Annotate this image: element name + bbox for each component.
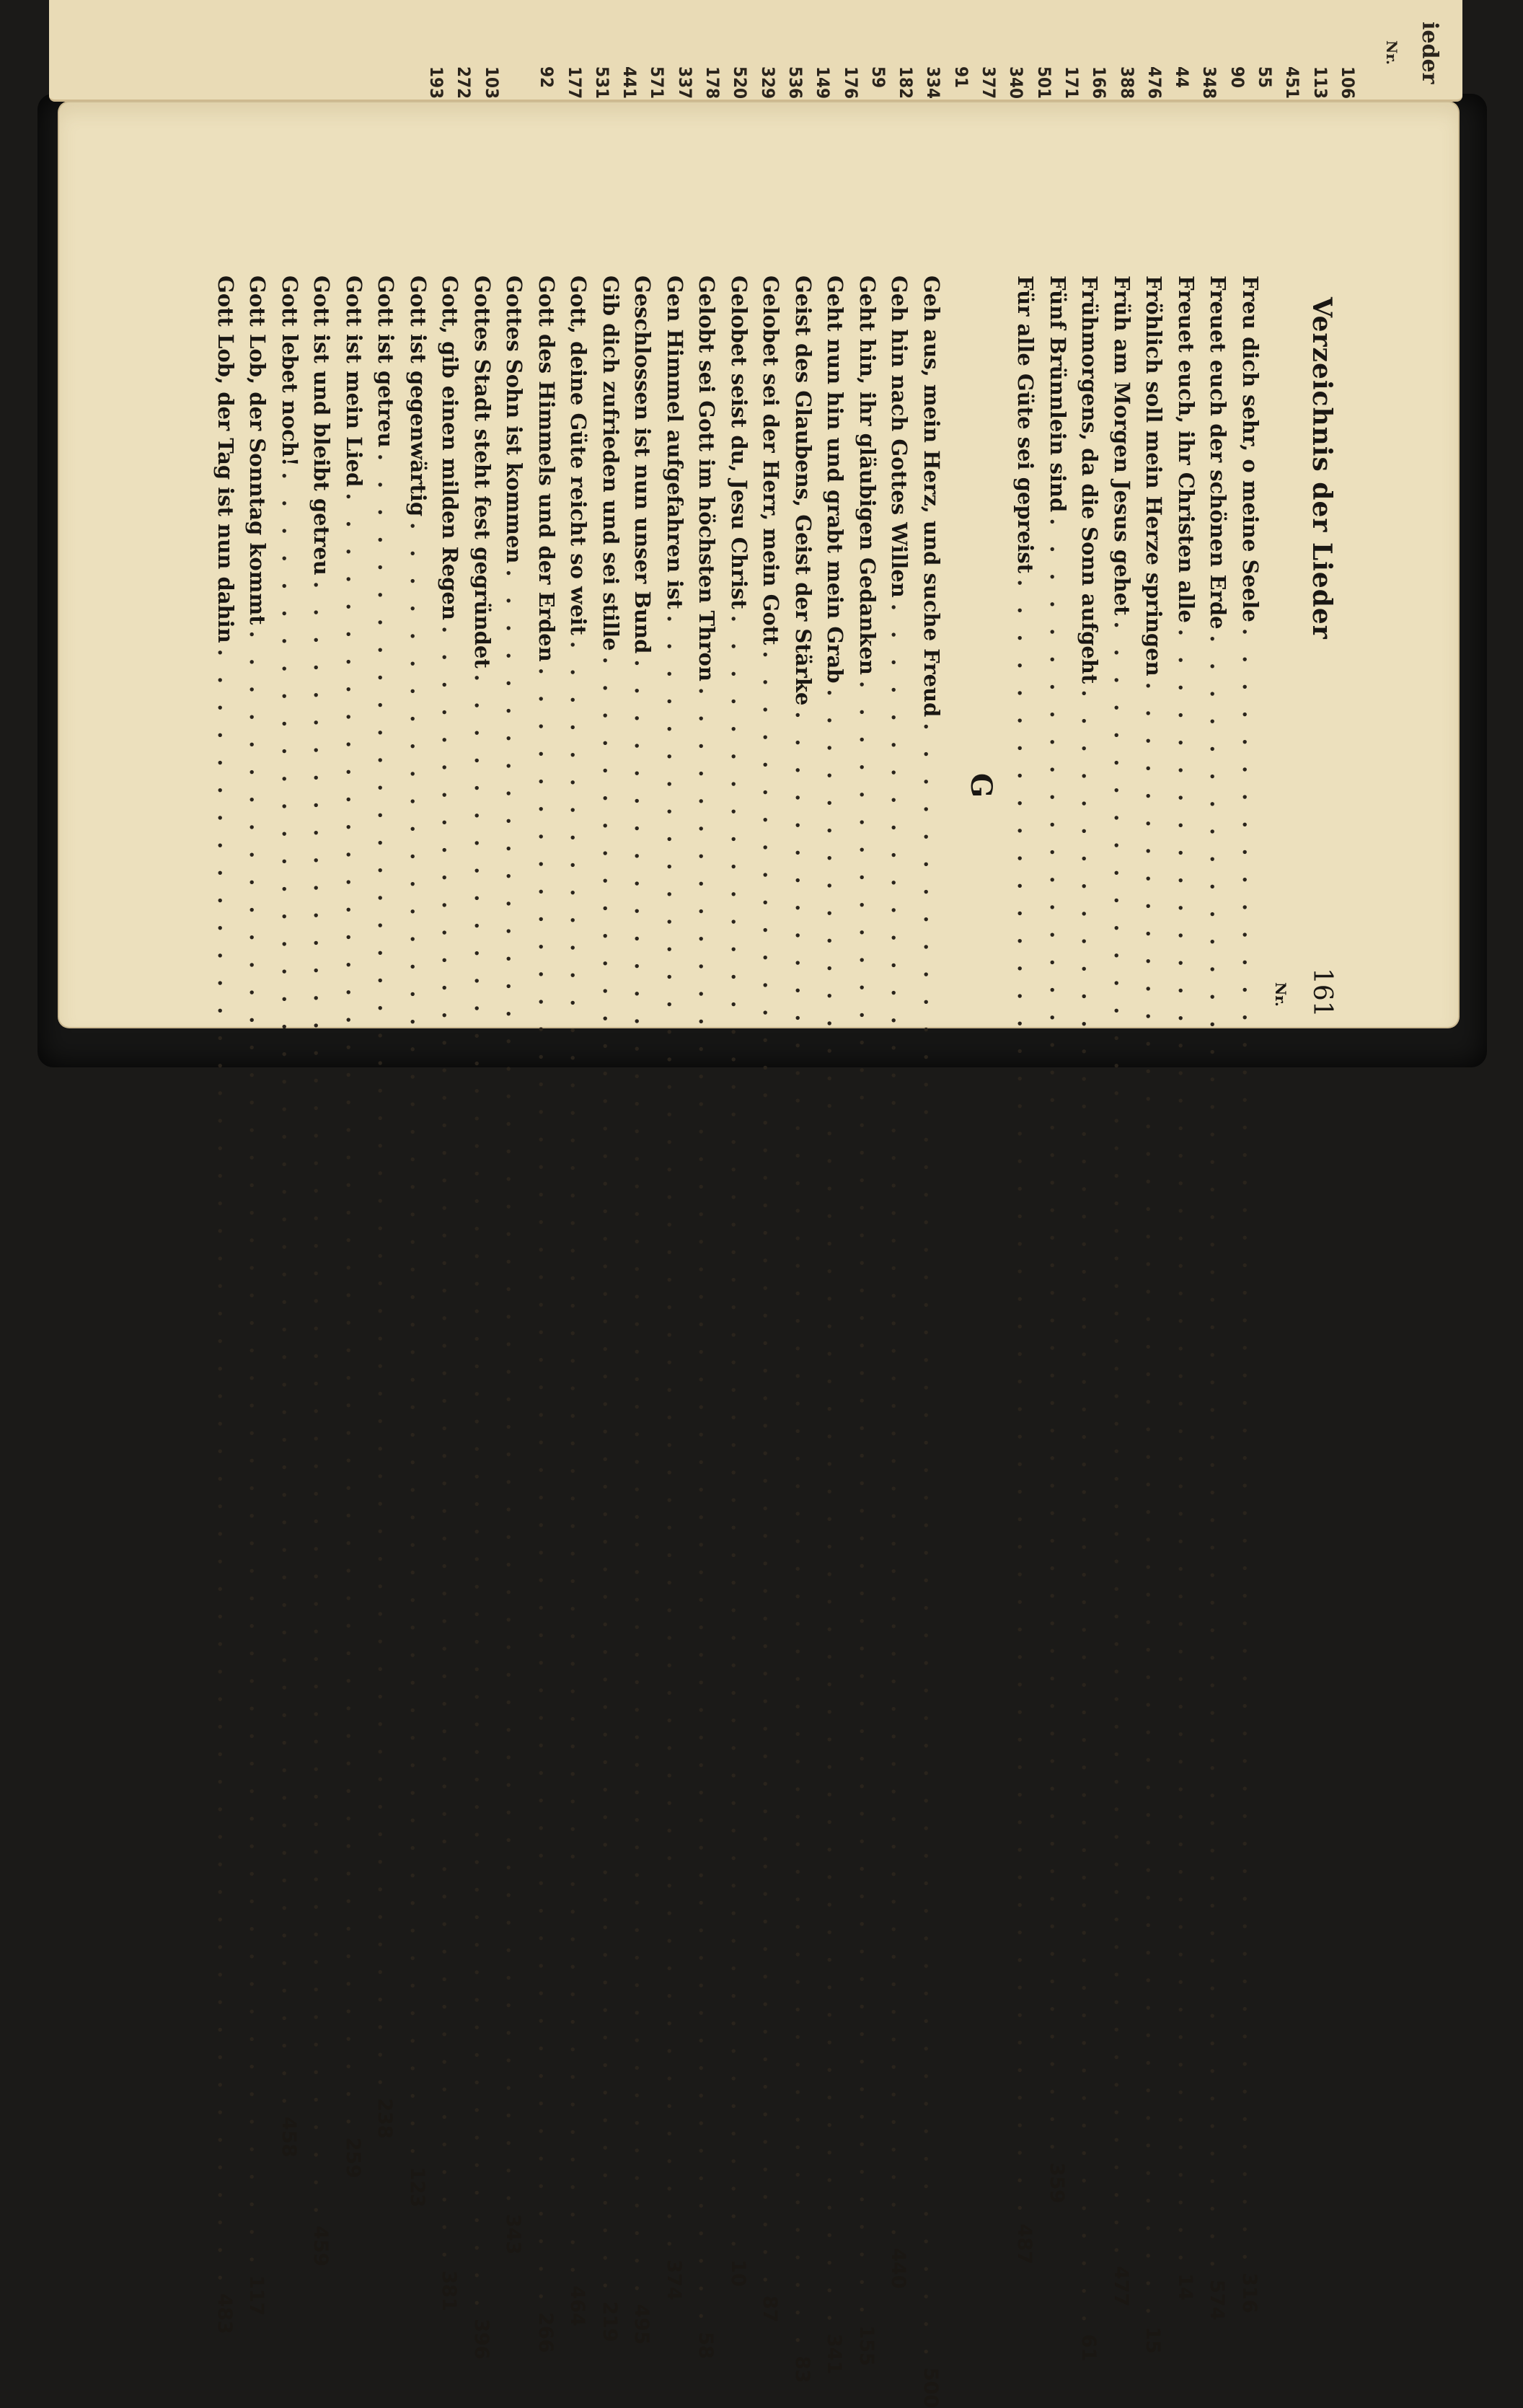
- hymn-title: Gottes Stadt steht fest gegründet: [470, 275, 495, 669]
- hymn-number: 458: [278, 2117, 300, 2158]
- previous-page-number-column: [0, 0, 1358, 100]
- index-entry: [852, 275, 883, 2366]
- leader-dots: . . . . . . . . . . . . . . . . . . . . . . . . . . . . . . . . . . . . . . . . . . . . . . . . . . . . . . . . . . . .: [727, 614, 751, 2254]
- hymn-number: 123: [406, 2166, 428, 2208]
- index-entry: [1203, 275, 1235, 2321]
- hymn-number: 459: [309, 2226, 332, 2267]
- previous-page-number: 476: [1144, 66, 1165, 100]
- page-title: Verzeichnis der Lieder: [1307, 297, 1337, 640]
- previous-page-content: [49, 0, 1462, 100]
- leader-dots: . . . . . . . . . . . . . . . . . . . . . . . . . . . . . . . . . . . . . . . . . . . . . . . . . . . . . . . . . . . .: [470, 674, 495, 2314]
- leader-dots: . . . . . . . . . . . . . . . . . . . . . . . . . . . . . . . . . . . . . . . . . . . . . . . . . . . . . . . . . . . .: [278, 472, 302, 2112]
- previous-page-number: 92: [537, 66, 557, 89]
- previous-page: [49, 0, 1462, 102]
- hymn-number: 464: [566, 2285, 589, 2327]
- hymn-title: Geh hin nach Gottes Willen: [887, 275, 912, 598]
- hymn-title: Gelobet seist du, Jesu Christ: [727, 275, 751, 609]
- leader-dots: . . . . . . . . . . . . . . . . . . . . . . . . . . . . . . . . . . . . . . . . . . . . . . . . . . . . . . . . . . . .: [919, 723, 944, 2362]
- previous-page-number: 182: [896, 66, 917, 100]
- hymn-title: Geht hin, ihr gläubigen Gedanken: [855, 275, 880, 676]
- previous-page-nr-label: Nr.: [1383, 40, 1400, 65]
- previous-page-number: 171: [1061, 66, 1082, 100]
- previous-page-number: 193: [426, 66, 447, 100]
- previous-page-number: 441: [619, 66, 640, 100]
- leader-dots: . . . . . . . . . . . . . . . . . . . . . . . . . . . . . . . . . . . . . . . . . . . . . . . . . . . . . . . . . . . .: [406, 522, 431, 2161]
- index-entry: [435, 275, 467, 2311]
- hymn-title: Frühmorgens, da die Sonn aufgeht: [1077, 275, 1103, 684]
- index-entry: [627, 275, 659, 2345]
- index-entry: [563, 275, 595, 2327]
- index-entry: [1170, 275, 1202, 2301]
- index-entry: [916, 275, 948, 2408]
- hymn-number: 440: [887, 2248, 910, 2289]
- leader-dots: . . . . . . . . . . . . . . . . . . . . . . . . . . . . . . . . . . . . . . . . . . . . . . . . . . . . . . . . . . . .: [1174, 628, 1198, 2268]
- index-entry: [531, 275, 562, 2353]
- hymn-title: Gen Himmel aufgefahren ist: [663, 275, 687, 609]
- leader-dots: . . . . . . . . . . . . . . . . . . . . . . . . . . . . . . . . . . . . . . . . . . . . . . . . . . . . . . . . . . . .: [438, 625, 463, 2265]
- previous-page-number: 90: [1227, 66, 1248, 89]
- hymn-number: 58: [694, 2332, 718, 2359]
- hymn-number: 343: [502, 2213, 525, 2255]
- hymn-number: 10: [727, 2259, 749, 2287]
- previous-page-number: 149: [813, 66, 834, 100]
- previous-page-header: ieder: [1417, 22, 1442, 84]
- index-page: [59, 102, 1458, 2408]
- hymn-title: Früh am Morgen Jesus gehet: [1110, 275, 1134, 616]
- previous-page-number: 178: [702, 66, 723, 100]
- hymn-number: 483: [213, 2293, 236, 2334]
- index-entry: [1010, 275, 1042, 2264]
- index-entry: [467, 275, 498, 2360]
- hymn-title: Freu dich sehr, o meine Seele: [1238, 275, 1263, 622]
- hymn-number: 117: [245, 2275, 268, 2316]
- index-entry: [659, 275, 691, 2301]
- previous-page-number: 91: [950, 66, 971, 89]
- hymn-title: Gottes Sohn ist kommen: [502, 275, 527, 564]
- hymn-number: 61: [1077, 2334, 1100, 2362]
- leader-dots: . . . . . . . . . . . . . . . . . . . . . . . . . . . . . . . . . . . . . . . . . . . . . . . . . . . . . . . . . . . .: [791, 711, 816, 2350]
- hymn-number: 155: [855, 2325, 878, 2366]
- leader-dots: . . . . . . . . . . . . . . . . . . . . . . . . . . . . . . . . . . . . . . . . . . . . . . . . . . . . . . . . . . . .: [1238, 627, 1263, 2267]
- nr-column-label: Nr.: [1272, 982, 1289, 1007]
- previous-page-number: 176: [840, 66, 861, 100]
- previous-page-number: 59: [868, 66, 888, 89]
- previous-page-number: 177: [564, 66, 585, 100]
- leader-dots: . . . . . . . . . . . . . . . . . . . . . . . . . . . . . . . . . . . . . . . . . . . . . . . . . . . . . . . . . . . .: [374, 453, 399, 2093]
- hymn-number: 238: [374, 2098, 397, 2139]
- leader-dots: . . . . . . . . . . . . . . . . . . . . . . . . . . . . . . . . . . . . . . . . . . . . . . . . . . . . . . . . . . . .: [630, 659, 655, 2298]
- index-entry: [884, 275, 916, 2289]
- previous-page-number: 337: [674, 66, 695, 100]
- leader-dots: . . . . . . . . . . . . . . . . . . . . . . . . . . . . . . . . . . . . . . . . . . . . . . . . . . . . . . . . . . . .: [1013, 579, 1038, 2218]
- previous-page-number: 272: [454, 66, 474, 100]
- hymn-number: 374: [663, 2259, 685, 2301]
- previous-page-number: 348: [1199, 66, 1220, 100]
- hymn-number: 487: [1013, 2223, 1036, 2264]
- previous-page-number: 536: [785, 66, 805, 100]
- hymn-title: Gott lebet noch!: [278, 275, 302, 467]
- page-header: [1294, 102, 1337, 1027]
- leader-dots: . . . . . . . . . . . . . . . . . . . . . . . . . . . . . . . . . . . . . . . . . . . . . . . . . . . . . . . . . . . .: [694, 687, 720, 2327]
- previous-page-number: 44: [1172, 66, 1193, 89]
- leader-dots: . . . . . . . . . . . . . . . . . . . . . . . . . . . . . . . . . . . . . . . . . . . . . . . . . . . . . . . . . . . .: [887, 603, 912, 2243]
- hymn-number: 500: [919, 2367, 942, 2408]
- hymn-title: Gott ist getreu: [374, 275, 399, 448]
- leader-dots: . . . . . . . . . . . . . . . . . . . . . . . . . . . . . . . . . . . . . . . . . . . . . . . . . . . . . . . . . . . .: [342, 493, 366, 2132]
- index-entry: [210, 275, 242, 2334]
- leader-dots: . . . . . . . . . . . . . . . . . . . . . . . . . . . . . . . . . . . . . . . . . . . . . . . . . . . . . . . . . . . .: [502, 569, 527, 2208]
- previous-page-number: 377: [979, 66, 999, 100]
- index-entry: [1074, 275, 1106, 2362]
- hymn-number: 477: [1110, 2265, 1132, 2307]
- previous-page-number: 571: [647, 66, 668, 100]
- previous-page-number: 340: [1006, 66, 1027, 100]
- leader-dots: . . . . . . . . . . . . . . . . . . . . . . . . . . . . . . . . . . . . . . . . . . . . . . . . . . . . . . . . . . . .: [823, 689, 848, 2328]
- hymn-title: Geh aus, mein Herz, und suche Freud: [919, 275, 944, 718]
- index-entry: [756, 275, 787, 2323]
- leader-dots: . . . . . . . . . . . . . . . . . . . . . . . . . . . . . . . . . . . . . . . . . . . . . . . . . . . . . . . . . . . .: [759, 650, 784, 2290]
- index-entry: [787, 275, 819, 2383]
- hymn-title: Gott Lob, der Tag ist nun dahin: [213, 275, 238, 643]
- leader-dots: . . . . . . . . . . . . . . . . . . . . . . . . . . . . . . . . . . . . . . . . . . . . . . . . . . . . . . . . . . . .: [663, 614, 687, 2254]
- index-entry: [402, 275, 434, 2208]
- hymn-number: 341: [823, 2333, 846, 2375]
- leader-dots: . . . . . . . . . . . . . . . . . . . . . . . . . . . . . . . . . . . . . . . . . . . . . . . . . . . . . . . . . . . .: [1077, 689, 1103, 2329]
- leader-dots: . . . . . . . . . . . . . . . . . . . . . . . . . . . . . . . . . . . . . . . . . . . . . . . . . . . . . . . . . . . .: [1110, 621, 1134, 2260]
- hymn-title: Gott ist und bleibt getreu: [309, 275, 335, 575]
- previous-page-number: 334: [923, 66, 944, 100]
- previous-page-number: 388: [1116, 66, 1137, 100]
- leader-dots: . . . . . . . . . . . . . . . . . . . . . . . . . . . . . . . . . . . . . . . . . . . . . . . . . . . . . . . . . . . .: [566, 640, 591, 2280]
- hymn-title: Freuet euch der schönen Erde: [1206, 275, 1231, 630]
- section-letter-g: G: [964, 773, 998, 798]
- hymn-number: 14: [1174, 2273, 1196, 2301]
- leader-dots: . . . . . . . . . . . . . . . . . . . . . . . . . . . . . . . . . . . . . . . . . . . . . . . . . . . . . . . . . . . .: [1142, 682, 1167, 2321]
- leader-dots: . . . . . . . . . . . . . . . . . . . . . . . . . . . . . . . . . . . . . . . . . . . . . . . . . . . . . . . . . . . .: [309, 581, 335, 2220]
- hymn-title: Gott, gib einen milden Regen: [438, 275, 463, 620]
- hymn-title: Fünf Brünnlein sind: [1046, 275, 1070, 513]
- index-entry: [499, 275, 531, 2255]
- leader-dots: . . . . . . . . . . . . . . . . . . . . . . . . . . . . . . . . . . . . . . . . . . . . . . . . . . . . . . . . . . . .: [1046, 518, 1070, 2157]
- index-entry: [595, 275, 627, 2342]
- hymn-number: 381: [438, 2270, 461, 2311]
- hymn-number: 396: [470, 2319, 493, 2360]
- page-number: 161: [1307, 968, 1337, 1018]
- leader-dots: . . . . . . . . . . . . . . . . . . . . . . . . . . . . . . . . . . . . . . . . . . . . . . . . . . . . . . . . . . . .: [534, 667, 559, 2307]
- hymn-number: 495: [630, 2303, 653, 2345]
- hymn-title: Für alle Güte sei gepreist: [1013, 275, 1038, 574]
- index-entry: [274, 275, 306, 2158]
- hymn-number: 219: [599, 2301, 621, 2342]
- leader-dots: . . . . . . . . . . . . . . . . . . . . . . . . . . . . . . . . . . . . . . . . . . . . . . . . . . . . . . . . . . . .: [245, 630, 270, 2270]
- index-entry: [1106, 275, 1138, 2307]
- hymn-title: Geschlossen ist nun unser Bund: [630, 275, 655, 654]
- hymn-number: 83: [791, 2355, 813, 2383]
- previous-page-number: 55: [1255, 66, 1276, 89]
- hymn-title: Gott, deine Güte reicht so weit: [566, 275, 591, 635]
- hymn-number: 87: [759, 2295, 782, 2323]
- leader-dots: . . . . . . . . . . . . . . . . . . . . . . . . . . . . . . . . . . . . . . . . . . . . . . . . . . . . . . . . . . . .: [1206, 635, 1231, 2275]
- previous-page-number: 531: [591, 66, 612, 100]
- index-entry: [1139, 275, 1170, 2354]
- index-entry: [306, 275, 338, 2267]
- previous-page-number: 106: [1338, 66, 1358, 100]
- previous-page-number: 520: [730, 66, 751, 100]
- hymn-title: Gott ist gegenwärtig: [406, 275, 431, 517]
- index-entry: [692, 275, 723, 2359]
- hymn-number: 266: [534, 2312, 557, 2353]
- leader-dots: . . . . . . . . . . . . . . . . . . . . . . . . . . . . . . . . . . . . . . . . . . . . . . . . . . . . . . . . . . . .: [599, 656, 623, 2296]
- hymn-number: 15: [1142, 2327, 1165, 2354]
- index-page-content: [59, 102, 1458, 2408]
- previous-page-number: 113: [1310, 66, 1330, 100]
- hymn-number: 259: [342, 2137, 364, 2179]
- hymn-number: 574: [1206, 2280, 1229, 2321]
- previous-page-number: 166: [1089, 66, 1110, 100]
- hymn-title: Gott Lob, der Sonntag kommt: [245, 275, 270, 625]
- hymn-title: Fröhlich soll mein Herze springen: [1142, 275, 1167, 676]
- index-entry: [820, 275, 852, 2375]
- hymn-title: Freuet euch, ihr Christen alle: [1174, 275, 1198, 623]
- hymn-title: Geht nun hin und grabt mein Grab: [823, 275, 848, 684]
- leader-dots: . . . . . . . . . . . . . . . . . . . . . . . . . . . . . . . . . . . . . . . . . . . . . . . . . . . . . . . . . . . .: [213, 648, 238, 2288]
- index-entry: [1042, 275, 1074, 2204]
- previous-page-number: 329: [757, 66, 778, 100]
- index-entry: [1235, 275, 1266, 2314]
- leader-dots: . . . . . . . . . . . . . . . . . . . . . . . . . . . . . . . . . . . . . . . . . . . . . . . . . . . . . . . . . . . .: [855, 681, 880, 2320]
- index-entry: [371, 275, 402, 2139]
- previous-page-number: 103: [481, 66, 502, 100]
- hymn-title: Gott ist mein Lied: [342, 275, 366, 488]
- index-entry: [242, 275, 274, 2316]
- previous-page-number: 451: [1282, 66, 1303, 100]
- hymn-title: Gib dich zufrieden und sei stille: [599, 275, 623, 651]
- index-entry: [338, 275, 370, 2179]
- hymn-title: Geist des Glaubens, Geist der Stärke: [791, 275, 816, 706]
- previous-page-number: 501: [1033, 66, 1054, 100]
- hymn-number: 316: [1238, 2272, 1261, 2314]
- hymn-number: 359: [1046, 2162, 1068, 2204]
- hymn-title: Gelobet sei der Herr, mein Gott: [759, 275, 784, 645]
- hymn-title: Gott des Himmels und der Erden: [534, 275, 559, 662]
- hymn-title: Gelobt sei Gott im höchsten Thron: [694, 275, 720, 682]
- index-entry: [723, 275, 755, 2287]
